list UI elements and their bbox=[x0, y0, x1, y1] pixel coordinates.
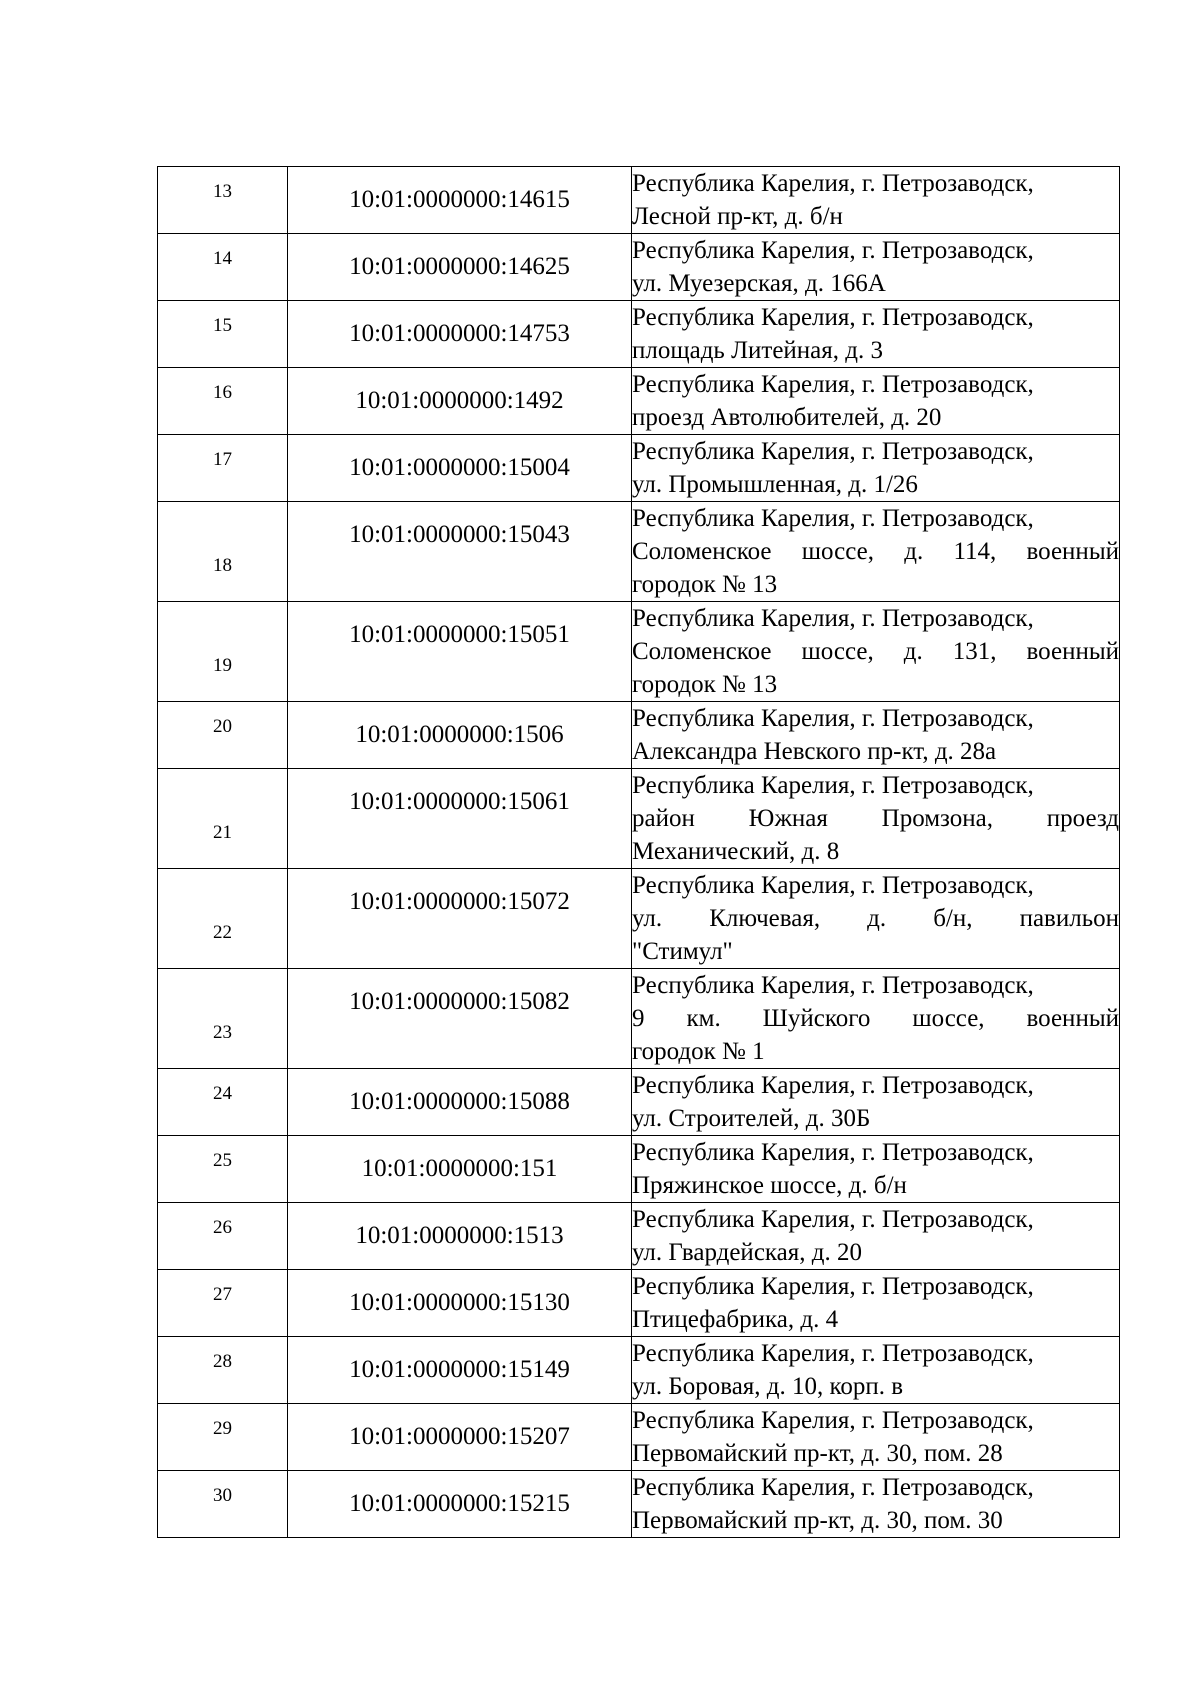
address-line: Республика Карелия, г. Петрозаводск, bbox=[632, 1072, 1034, 1099]
cadastral-number: 10:01:0000000:15130 bbox=[349, 1289, 570, 1316]
address-line: Лесной пр-кт, д. б/н bbox=[632, 203, 843, 230]
address-line: Пряжинское шоссе, д. б/н bbox=[632, 1172, 907, 1199]
address-line: 9 км. Шуйского шоссе, военный bbox=[632, 1005, 1119, 1032]
address-cell bbox=[632, 435, 1120, 502]
address-line: ул. Промышленная, д. 1/26 bbox=[632, 471, 918, 498]
cadastral-number-cell bbox=[288, 502, 632, 602]
table-row bbox=[158, 1404, 1120, 1471]
cadastral-number-cell bbox=[288, 1337, 632, 1404]
address-line: Республика Карелия, г. Петрозаводск, bbox=[632, 1139, 1034, 1166]
row-number-cell bbox=[158, 769, 288, 869]
cadastral-number: 10:01:0000000:15215 bbox=[349, 1490, 570, 1517]
table-row bbox=[158, 502, 1120, 602]
address-line: ул. Ключевая, д. б/н, павильон bbox=[632, 905, 1119, 932]
row-number-cell bbox=[158, 602, 288, 702]
address-cell bbox=[632, 1069, 1120, 1136]
cadastral-number-cell bbox=[288, 769, 632, 869]
cadastral-number: 10:01:0000000:15088 bbox=[349, 1088, 570, 1115]
row-number-cell bbox=[158, 1203, 288, 1270]
table-row bbox=[158, 869, 1120, 969]
table-row bbox=[158, 301, 1120, 368]
address-line: Птицефабрика, д. 4 bbox=[632, 1306, 839, 1333]
address-line: Соломенское шоссе, д. 131, военный bbox=[632, 638, 1119, 665]
address-cell bbox=[632, 368, 1120, 435]
address-line: Первомайский пр-кт, д. 30, пом. 30 bbox=[632, 1507, 1003, 1534]
row-number: 23 bbox=[213, 1022, 232, 1043]
cadastral-number-cell bbox=[288, 1136, 632, 1203]
row-number-cell bbox=[158, 1337, 288, 1404]
table-row bbox=[158, 769, 1120, 869]
address-line: Республика Карелия, г. Петрозаводск, bbox=[632, 237, 1034, 264]
row-number-cell bbox=[158, 869, 288, 969]
row-number-cell bbox=[158, 1471, 288, 1538]
cadastral-number: 10:01:0000000:151 bbox=[361, 1155, 558, 1182]
row-number-cell bbox=[158, 502, 288, 602]
address-line: ул. Муезерская, д. 166А bbox=[632, 270, 886, 297]
row-number: 28 bbox=[213, 1350, 232, 1372]
table-row bbox=[158, 602, 1120, 702]
cadastral-number: 10:01:0000000:15082 bbox=[349, 988, 570, 1015]
address-cell bbox=[632, 602, 1120, 702]
address-line: Республика Карелия, г. Петрозаводск, bbox=[632, 304, 1034, 331]
row-number: 15 bbox=[213, 314, 232, 336]
cadastral-number-cell bbox=[288, 1270, 632, 1337]
address-line: Республика Карелия, г. Петрозаводск, bbox=[632, 1340, 1034, 1367]
address-line: Соломенское шоссе, д. 114, военный bbox=[632, 538, 1119, 565]
address-line: городок № 1 bbox=[632, 1038, 765, 1065]
cadastral-number-cell bbox=[288, 1404, 632, 1471]
table-row bbox=[158, 1136, 1120, 1203]
cadastral-number-cell bbox=[288, 234, 632, 301]
cadastral-number: 10:01:0000000:15207 bbox=[349, 1423, 570, 1450]
table-row bbox=[158, 234, 1120, 301]
row-number: 29 bbox=[213, 1417, 232, 1439]
row-number-cell bbox=[158, 368, 288, 435]
row-number-cell bbox=[158, 1136, 288, 1203]
address-line: городок № 13 bbox=[632, 671, 778, 698]
address-cell bbox=[632, 1136, 1120, 1203]
address-line: проезд Автолюбителей, д. 20 bbox=[632, 404, 942, 431]
address-cell bbox=[632, 769, 1120, 869]
address-cell bbox=[632, 301, 1120, 368]
cadastral-number: 10:01:0000000:15061 bbox=[349, 788, 570, 815]
address-line: район Южная Промзона, проезд bbox=[632, 805, 1119, 832]
address-cell bbox=[632, 1404, 1120, 1471]
address-line: площадь Литейная, д. 3 bbox=[632, 337, 884, 364]
address-line: Республика Карелия, г. Петрозаводск, bbox=[632, 972, 1034, 999]
address-cell bbox=[632, 1337, 1120, 1404]
table-row bbox=[158, 1270, 1120, 1337]
cadastral-number-cell bbox=[288, 1069, 632, 1136]
cadastral-number: 10:01:0000000:14753 bbox=[349, 320, 570, 347]
address-cell bbox=[632, 1270, 1120, 1337]
row-number: 17 bbox=[213, 448, 232, 470]
row-number-cell bbox=[158, 1069, 288, 1136]
cadastral-number: 10:01:0000000:15004 bbox=[349, 454, 570, 481]
address-cell bbox=[632, 1203, 1120, 1270]
address-cell bbox=[632, 702, 1120, 769]
address-line: Александра Невского пр-кт, д. 28а bbox=[632, 738, 997, 765]
address-cell bbox=[632, 1471, 1120, 1538]
address-line: "Стимул" bbox=[632, 938, 733, 965]
row-number: 26 bbox=[213, 1216, 232, 1238]
address-line: Республика Карелия, г. Петрозаводск, bbox=[632, 605, 1034, 632]
row-number: 24 bbox=[213, 1082, 232, 1104]
row-number: 22 bbox=[213, 922, 232, 943]
address-line: Республика Карелия, г. Петрозаводск, bbox=[632, 1206, 1034, 1233]
address-line: Первомайский пр-кт, д. 30, пом. 28 bbox=[632, 1440, 1003, 1467]
cadastral-number-cell bbox=[288, 1203, 632, 1270]
address-cell bbox=[632, 969, 1120, 1069]
row-number-cell bbox=[158, 167, 288, 234]
address-line: городок № 13 bbox=[632, 571, 778, 598]
cadastral-table bbox=[157, 166, 1120, 1538]
cadastral-number: 10:01:0000000:1513 bbox=[355, 1222, 564, 1249]
row-number-cell bbox=[158, 234, 288, 301]
cadastral-number-cell bbox=[288, 301, 632, 368]
row-number-cell bbox=[158, 1404, 288, 1471]
table-row bbox=[158, 1069, 1120, 1136]
cadastral-number-cell bbox=[288, 1471, 632, 1538]
address-line: Республика Карелия, г. Петрозаводск, bbox=[632, 772, 1034, 799]
address-cell bbox=[632, 234, 1120, 301]
table-row bbox=[158, 368, 1120, 435]
row-number-cell bbox=[158, 1270, 288, 1337]
row-number-cell bbox=[158, 969, 288, 1069]
cadastral-number: 10:01:0000000:15072 bbox=[349, 888, 570, 915]
table-row bbox=[158, 167, 1120, 234]
address-cell bbox=[632, 502, 1120, 602]
cadastral-number-cell bbox=[288, 702, 632, 769]
address-cell bbox=[632, 869, 1120, 969]
table-body bbox=[158, 167, 1120, 1538]
row-number: 30 bbox=[213, 1484, 232, 1506]
table-row bbox=[158, 1471, 1120, 1538]
row-number: 19 bbox=[213, 655, 232, 676]
address-line: Республика Карелия, г. Петрозаводск, bbox=[632, 872, 1034, 899]
address-line: Республика Карелия, г. Петрозаводск, bbox=[632, 371, 1034, 398]
address-line: Республика Карелия, г. Петрозаводск, bbox=[632, 705, 1034, 732]
address-line: Механический, д. 8 bbox=[632, 838, 840, 865]
row-number: 13 bbox=[213, 180, 232, 202]
address-line: Республика Карелия, г. Петрозаводск, bbox=[632, 1407, 1034, 1434]
cadastral-number: 10:01:0000000:14625 bbox=[349, 253, 570, 280]
address-line: ул. Строителей, д. 30Б bbox=[632, 1105, 871, 1132]
address-line: Республика Карелия, г. Петрозаводск, bbox=[632, 1273, 1034, 1300]
address-line: Республика Карелия, г. Петрозаводск, bbox=[632, 505, 1034, 532]
cadastral-number: 10:01:0000000:15149 bbox=[349, 1356, 570, 1383]
cadastral-number-cell bbox=[288, 602, 632, 702]
row-number: 25 bbox=[213, 1149, 232, 1171]
table-row bbox=[158, 702, 1120, 769]
table-row bbox=[158, 1337, 1120, 1404]
address-line: ул. Боровая, д. 10, корп. в bbox=[632, 1373, 904, 1400]
cadastral-number: 10:01:0000000:1492 bbox=[355, 387, 564, 414]
row-number: 21 bbox=[213, 822, 232, 843]
row-number: 16 bbox=[213, 381, 232, 403]
cadastral-number-cell bbox=[288, 869, 632, 969]
cadastral-number-cell bbox=[288, 969, 632, 1069]
row-number: 14 bbox=[213, 247, 232, 269]
address-line: Республика Карелия, г. Петрозаводск, bbox=[632, 438, 1034, 465]
address-line: Республика Карелия, г. Петрозаводск, bbox=[632, 170, 1034, 197]
row-number: 20 bbox=[213, 715, 232, 737]
cadastral-number: 10:01:0000000:15043 bbox=[349, 521, 570, 548]
address-cell bbox=[632, 167, 1120, 234]
cadastral-number: 10:01:0000000:15051 bbox=[349, 621, 570, 648]
cadastral-number-cell bbox=[288, 368, 632, 435]
address-line: ул. Гвардейская, д. 20 bbox=[632, 1239, 862, 1266]
row-number-cell bbox=[158, 301, 288, 368]
address-line: Республика Карелия, г. Петрозаводск, bbox=[632, 1474, 1034, 1501]
table-row bbox=[158, 1203, 1120, 1270]
cadastral-number: 10:01:0000000:1506 bbox=[355, 721, 564, 748]
table-row bbox=[158, 435, 1120, 502]
row-number-cell bbox=[158, 702, 288, 769]
cadastral-number: 10:01:0000000:14615 bbox=[349, 186, 570, 213]
cadastral-number-cell bbox=[288, 167, 632, 234]
row-number: 27 bbox=[213, 1283, 232, 1305]
table-row bbox=[158, 969, 1120, 1069]
cadastral-number-cell bbox=[288, 435, 632, 502]
row-number-cell bbox=[158, 435, 288, 502]
row-number: 18 bbox=[213, 555, 232, 576]
